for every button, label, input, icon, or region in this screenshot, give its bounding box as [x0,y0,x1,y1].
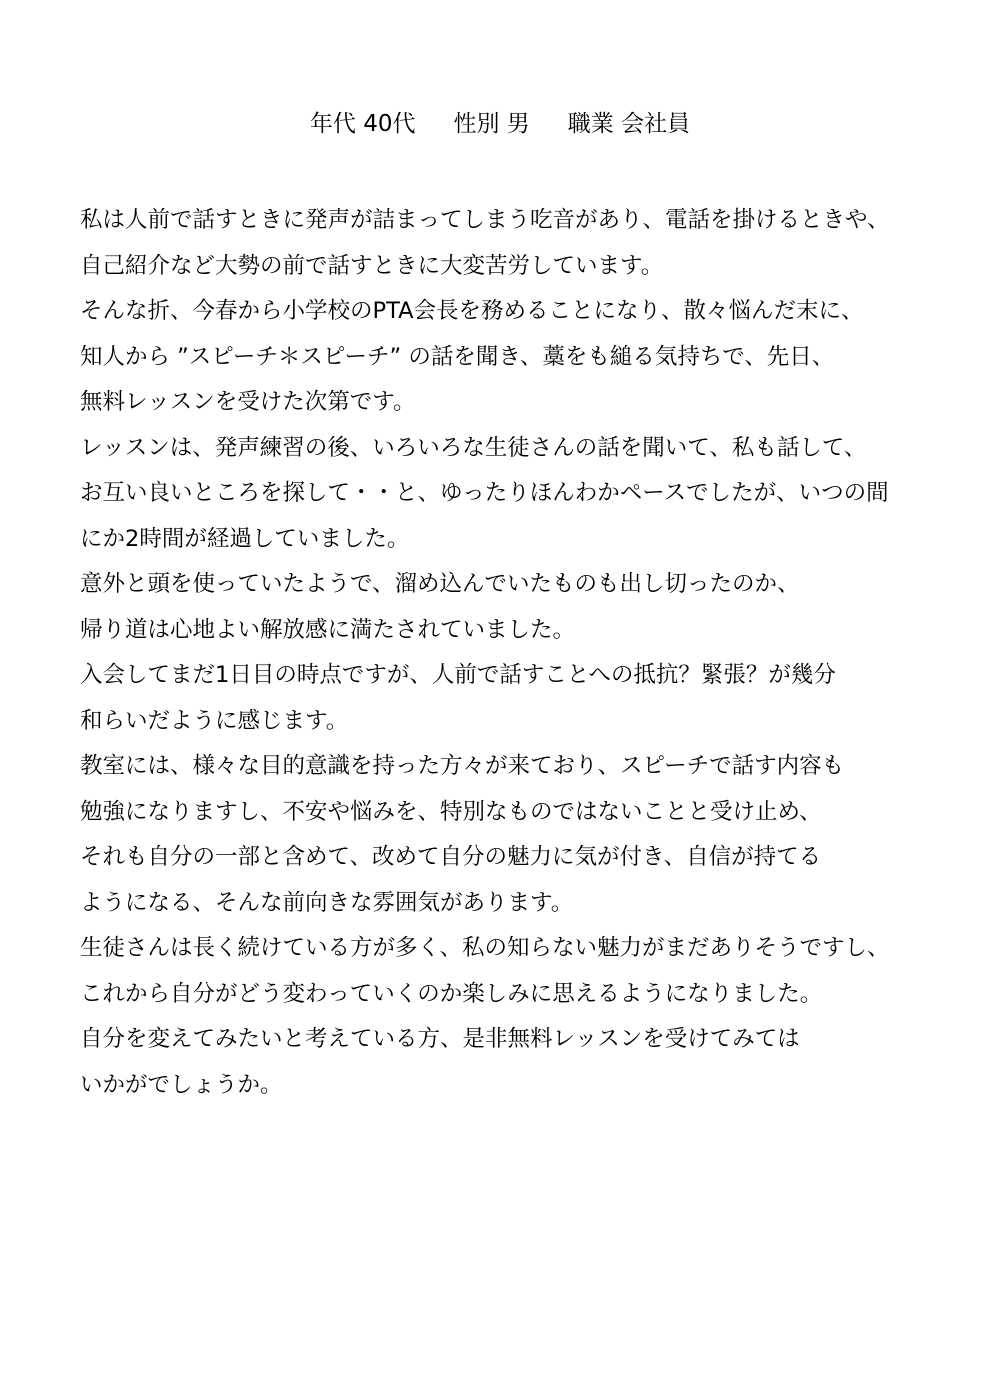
respondent-profile [0,108,1000,140]
text-line: 自己紹介など大勢の前で話すときに大変苦労しています。 [80,252,664,279]
text-line: 生徒さんは長く続けている方が多く、私の知らない魅力がまだありそうですし、 [80,935,890,961]
text-line: 知人から ”スピーチ＊スピーチ” の話を聞き、藁をも縋る気持ちで、先日、 [80,343,835,370]
text-line: 入会してまだ1日目の時点ですが、人前で話すことへの抵抗？緊張？が幾分 [80,662,836,688]
text-line: お互い良いところを探して・・と、ゆったりほんわかペースでしたが、いつの間 [80,480,889,506]
text-line: 教室には、様々な目的意識を持った方々が来ており、スピーチで話す内容も [80,753,845,779]
age-field: 年代 40代 [309,111,416,137]
text-line: それも自分の一部と含めて、改めて自分の魅力に気が付き、自信が持てる [80,844,822,870]
testimonial-body [80,198,960,1108]
text-line: これから自分がどう変わっていくのか楽しみに思えるようになりました。 [80,980,823,1007]
text-line: 私は人前で話すときに発声が詰まってしまう吃音があり、電話を掛けるときや、 [80,207,890,233]
text-line: 勉強になりますし、不安や悩みを、特別なものではないことと受け止め、 [80,798,822,825]
occupation-field: 職業 会社員 [567,111,691,137]
text-line: にか2時間が経過していました。 [80,525,410,552]
text-line: そんな折、今春から小学校のPTA会長を務めることになり、散々悩んだ末に、 [80,298,864,324]
text-line: 和らいだように感じます。 [80,707,349,734]
gender-field: 性別 男 [453,111,530,137]
text-line: 無料レッスンを受けた次第です。 [80,389,416,415]
text-line: レッスンは、発声練習の後、いろいろな生徒さんの話を聞いて、私も話して、 [80,434,867,461]
text-line: 自分を変えてみたいと考えている方、是非無料レッスンを受けてみては [80,1026,800,1052]
text-line: 帰り道は心地よい解放感に満たされていました。 [80,616,576,643]
text-line: いかがでしょうか。 [80,1071,283,1098]
text-line: 意外と頭を使っていたようで、溜め込んでいたものも出し切ったのか、 [80,571,800,597]
text-line: ようになる、そんな前向きな雰囲気があります。 [80,889,574,916]
